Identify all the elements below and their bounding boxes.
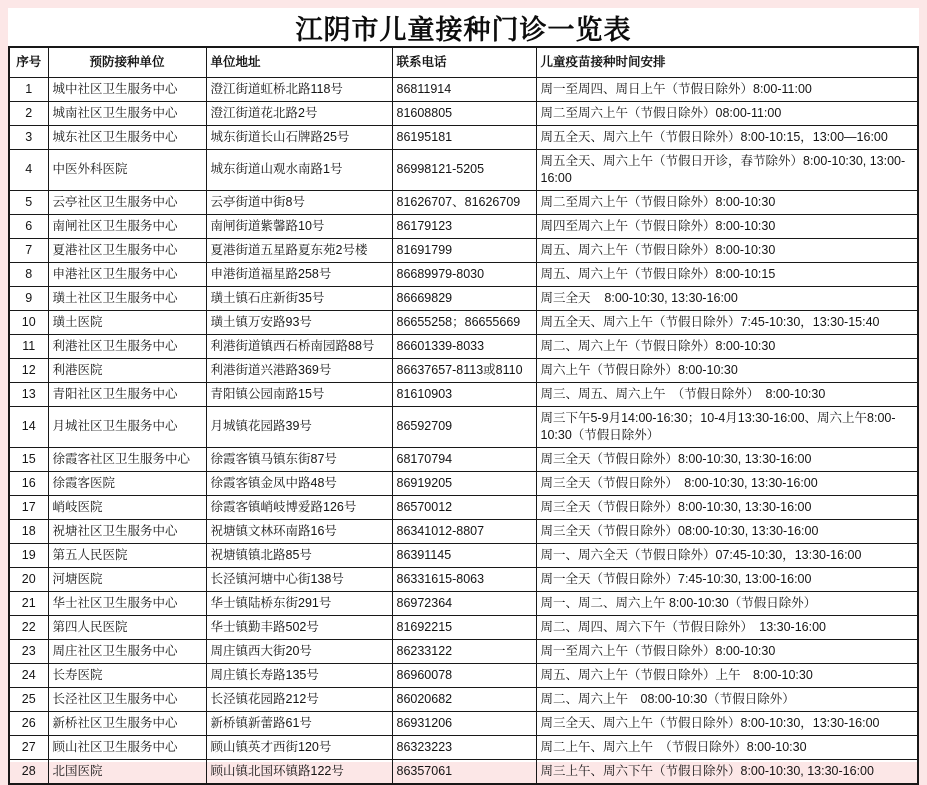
cell-unit: 城中社区卫生服务中心 [48,77,206,101]
cell-seq: 9 [9,286,48,310]
cell-phone: 86195181 [392,125,536,149]
cell-phone: 86972364 [392,591,536,615]
cell-seq: 13 [9,382,48,406]
cell-phone: 86391145 [392,543,536,567]
cell-seq: 23 [9,639,48,663]
cell-schedule: 周三全天（节假日除外）08:00-10:30, 13:30-16:00 [536,519,918,543]
cell-unit: 徐霞客医院 [48,471,206,495]
table-row [9,358,918,382]
table-row [9,125,918,149]
cell-seq: 12 [9,358,48,382]
cell-address: 华士镇勤丰路502号 [206,615,392,639]
table-row [9,519,918,543]
cell-seq: 26 [9,711,48,735]
cell-unit: 申港社区卫生服务中心 [48,262,206,286]
cell-seq: 6 [9,214,48,238]
clinics-table [8,46,919,785]
cell-phone: 86689979-8030 [392,262,536,286]
cell-seq: 19 [9,543,48,567]
cell-unit: 月城社区卫生服务中心 [48,406,206,447]
cell-unit: 南闸社区卫生服务中心 [48,214,206,238]
table-row [9,149,918,190]
cell-seq: 2 [9,101,48,125]
table-row [9,711,918,735]
cell-phone: 86020682 [392,687,536,711]
cell-schedule: 周二至周六上午（节假日除外）08:00-11:00 [536,101,918,125]
title-band [8,8,919,46]
cell-unit: 璜土医院 [48,310,206,334]
cell-address: 云亭街道中街8号 [206,190,392,214]
cell-unit: 新桥社区卫生服务中心 [48,711,206,735]
cell-schedule: 周三全天 8:00-10:30, 13:30-16:00 [536,286,918,310]
cell-unit: 利港医院 [48,358,206,382]
table-row [9,471,918,495]
table-row [9,238,918,262]
cell-phone: 81608805 [392,101,536,125]
cell-address: 祝塘镇文林环南路16号 [206,519,392,543]
cell-schedule: 周一至周六上午（节假日除外）8:00-10:30 [536,639,918,663]
cell-unit: 峭岐医院 [48,495,206,519]
cell-address: 南闸街道紫馨路10号 [206,214,392,238]
cell-schedule: 周五全天、周六上午（节假日除外）7:45-10:30，13:30-15:40 [536,310,918,334]
cell-address: 祝塘镇镇北路85号 [206,543,392,567]
cell-schedule: 周一全天（节假日除外）7:45-10:30, 13:00-16:00 [536,567,918,591]
cell-schedule: 周三全天（节假日除外） 8:00-10:30, 13:30-16:00 [536,471,918,495]
cell-address: 璜土镇万安路93号 [206,310,392,334]
header-phone: 联系电话 [392,47,536,77]
cell-seq: 14 [9,406,48,447]
cell-unit: 城东社区卫生服务中心 [48,125,206,149]
cell-seq: 1 [9,77,48,101]
cell-phone: 86601339-8033 [392,334,536,358]
table-row [9,663,918,687]
cell-schedule: 周一、周六全天（节假日除外）07:45-10:30，13:30-16:00 [536,543,918,567]
cell-address: 夏港街道五星路夏东苑2号楼 [206,238,392,262]
cell-schedule: 周四至周六上午（节假日除外）8:00-10:30 [536,214,918,238]
cell-unit: 北国医院 [48,759,206,784]
header-row [9,47,918,77]
header-address: 单位地址 [206,47,392,77]
cell-address: 长泾镇河塘中心街138号 [206,567,392,591]
cell-phone: 86331615-8063 [392,567,536,591]
cell-address: 利港街道镇西石桥南园路88号 [206,334,392,358]
table-row [9,735,918,759]
cell-phone: 86179123 [392,214,536,238]
table-row [9,543,918,567]
cell-phone: 86570012 [392,495,536,519]
cell-schedule: 周二上午、周六上午 （节假日除外）8:00-10:30 [536,735,918,759]
cell-unit: 璜土社区卫生服务中心 [48,286,206,310]
cell-address: 顾山镇英才西街120号 [206,735,392,759]
cell-seq: 25 [9,687,48,711]
cell-schedule: 周三上午、周六下午（节假日除外）8:00-10:30, 13:30-16:00 [536,759,918,784]
cell-unit: 祝塘社区卫生服务中心 [48,519,206,543]
cell-schedule: 周三下午5-9月14:00-16:30；10-4月13:30-16:00、周六上午8:00-10:30（节假日除外） [536,406,918,447]
cell-address: 长泾镇花园路212号 [206,687,392,711]
cell-schedule: 周一、周二、周六上午 8:00-10:30（节假日除外） [536,591,918,615]
cell-unit: 利港社区卫生服务中心 [48,334,206,358]
cell-address: 澄江街道花北路2号 [206,101,392,125]
table-row [9,447,918,471]
cell-address: 璜土镇石庄新街35号 [206,286,392,310]
table-row [9,382,918,406]
cell-phone: 86998121-5205 [392,149,536,190]
cell-phone: 86357061 [392,759,536,784]
table-row [9,406,918,447]
cell-unit: 城南社区卫生服务中心 [48,101,206,125]
cell-seq: 10 [9,310,48,334]
cell-phone: 86233122 [392,639,536,663]
cell-address: 徐霞客镇金凤中路48号 [206,471,392,495]
cell-seq: 27 [9,735,48,759]
cell-address: 城东街道长山石牌路25号 [206,125,392,149]
cell-address: 徐霞客镇峭岐博爱路126号 [206,495,392,519]
header-seq: 序号 [9,47,48,77]
cell-phone: 86960078 [392,663,536,687]
cell-unit: 夏港社区卫生服务中心 [48,238,206,262]
table-row [9,687,918,711]
cell-seq: 24 [9,663,48,687]
cell-unit: 长寿医院 [48,663,206,687]
cell-address: 青阳镇公园南路15号 [206,382,392,406]
cell-seq: 22 [9,615,48,639]
cell-schedule: 周三全天（节假日除外）8:00-10:30, 13:30-16:00 [536,495,918,519]
table-row [9,262,918,286]
table-row [9,190,918,214]
cell-unit: 第四人民医院 [48,615,206,639]
cell-schedule: 周一至周四、周日上午（节假日除外）8:00-11:00 [536,77,918,101]
cell-address: 周庄镇长寿路135号 [206,663,392,687]
cell-phone: 86919205 [392,471,536,495]
cell-unit: 云亭社区卫生服务中心 [48,190,206,214]
table-row [9,639,918,663]
cell-unit: 中医外科医院 [48,149,206,190]
table-row [9,310,918,334]
cell-seq: 17 [9,495,48,519]
cell-address: 新桥镇新蕾路61号 [206,711,392,735]
clinics-table-wrap [8,46,919,785]
cell-schedule: 周三全天（节假日除外）8:00-10:30, 13:30-16:00 [536,447,918,471]
cell-schedule: 周五全天、周六上午（节假日除外）8:00-10:15，13:00—16:00 [536,125,918,149]
cell-schedule: 周五、周六上午（节假日除外）8:00-10:15 [536,262,918,286]
cell-phone: 86592709 [392,406,536,447]
cell-address: 澄江街道虹桥北路118号 [206,77,392,101]
cell-seq: 16 [9,471,48,495]
table-row [9,286,918,310]
cell-unit: 河塘医院 [48,567,206,591]
cell-seq: 5 [9,190,48,214]
cell-phone: 81626707、81626709 [392,190,536,214]
page-title: 江阴市儿童接种门诊一览表 [295,14,632,45]
cell-seq: 18 [9,519,48,543]
cell-phone: 86811914 [392,77,536,101]
cell-unit: 长泾社区卫生服务中心 [48,687,206,711]
cell-address: 顾山镇北国环镇路122号 [206,759,392,784]
cell-seq: 21 [9,591,48,615]
cell-seq: 20 [9,567,48,591]
cell-address: 月城镇花园路39号 [206,406,392,447]
table-row [9,214,918,238]
cell-address: 利港街道兴港路369号 [206,358,392,382]
cell-phone: 81691799 [392,238,536,262]
cell-unit: 华士社区卫生服务中心 [48,591,206,615]
cell-seq: 11 [9,334,48,358]
cell-schedule: 周二、周六上午（节假日除外）8:00-10:30 [536,334,918,358]
cell-schedule: 周五、周六上午（节假日除外）上午 8:00-10:30 [536,663,918,687]
cell-schedule: 周二、周六上午 08:00-10:30（节假日除外） [536,687,918,711]
cell-seq: 4 [9,149,48,190]
cell-phone: 86341012-8807 [392,519,536,543]
cell-unit: 徐霞客社区卫生服务中心 [48,447,206,471]
document-sheet [8,8,919,778]
cell-schedule: 周三、周五、周六上午 （节假日除外） 8:00-10:30 [536,382,918,406]
cell-seq: 15 [9,447,48,471]
header-schedule: 儿童疫苗接种时间安排 [536,47,918,77]
cell-phone: 81610903 [392,382,536,406]
table-row [9,615,918,639]
cell-unit: 青阳社区卫生服务中心 [48,382,206,406]
cell-phone: 68170794 [392,447,536,471]
cell-phone: 86323223 [392,735,536,759]
cell-schedule: 周三全天、周六上午（节假日除外）8:00-10:30，13:30-16:00 [536,711,918,735]
cell-schedule: 周五全天、周六上午（节假日开诊，春节除外）8:00-10:30, 13:00-16:00 [536,149,918,190]
cell-phone: 86637657-8113或8110 [392,358,536,382]
cell-seq: 7 [9,238,48,262]
cell-schedule: 周五、周六上午（节假日除外）8:00-10:30 [536,238,918,262]
table-row [9,759,918,784]
cell-address: 申港街道福星路258号 [206,262,392,286]
cell-seq: 28 [9,759,48,784]
table-row [9,77,918,101]
cell-phone: 81692215 [392,615,536,639]
cell-address: 华士镇陆桥东街291号 [206,591,392,615]
cell-phone: 86931206 [392,711,536,735]
cell-unit: 周庄社区卫生服务中心 [48,639,206,663]
cell-schedule: 周二至周六上午（节假日除外）8:00-10:30 [536,190,918,214]
cell-seq: 8 [9,262,48,286]
cell-address: 徐霞客镇马镇东街87号 [206,447,392,471]
table-row [9,334,918,358]
cell-unit: 第五人民医院 [48,543,206,567]
cell-phone: 86655258；86655669 [392,310,536,334]
table-row [9,591,918,615]
cell-schedule: 周六上午（节假日除外）8:00-10:30 [536,358,918,382]
cell-schedule: 周二、周四、周六下午（节假日除外） 13:30-16:00 [536,615,918,639]
table-row [9,495,918,519]
cell-phone: 86669829 [392,286,536,310]
cell-seq: 3 [9,125,48,149]
header-unit: 预防接种单位 [48,47,206,77]
cell-address: 城东街道山观水南路1号 [206,149,392,190]
cell-address: 周庄镇西大街20号 [206,639,392,663]
table-body [9,77,918,784]
table-row [9,567,918,591]
table-row [9,101,918,125]
cell-unit: 顾山社区卫生服务中心 [48,735,206,759]
